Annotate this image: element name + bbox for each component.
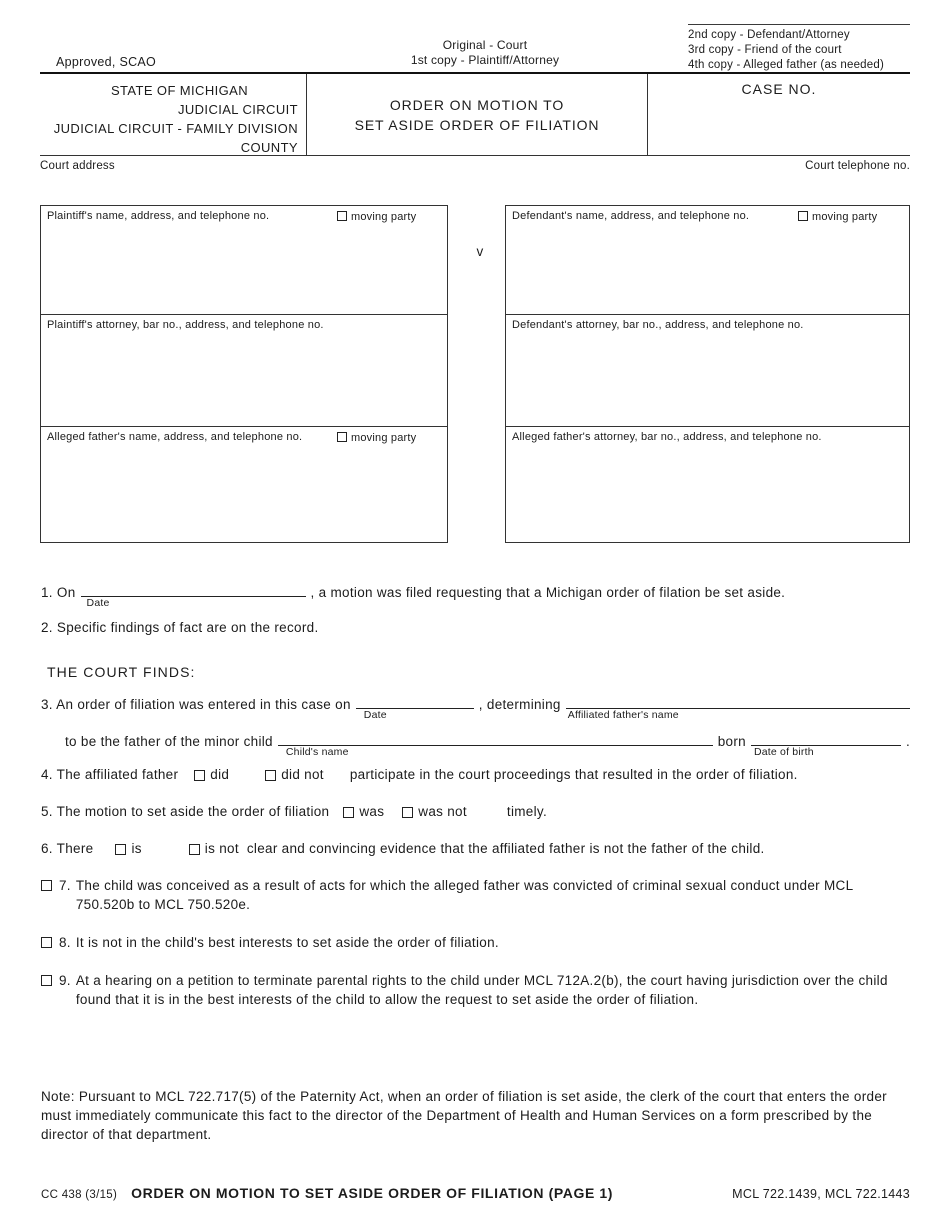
item-3-prefix: 3. An order of filiation was entered in this case on [41,697,351,712]
copy-line: 1st copy - Plaintiff/Attorney [410,53,560,67]
moving-party-label: moving party [812,211,878,223]
moving-party-label: moving party [351,432,417,444]
affiliated-father-name-caption: Affiliated father's name [567,709,679,721]
child-name-caption: Child's name [285,746,349,758]
copy-line: Original - Court [442,38,528,52]
copy-line: 4th copy - Alleged father (as needed) [688,59,884,71]
item-2: 2. Specific findings of fact are on the record. [41,620,319,635]
is-checkbox[interactable] [115,844,126,855]
item-3-period: . [905,734,910,749]
item-6-suffix: clear and convincing evidence that the affiliated father is not the father of the child. [246,841,765,856]
versus-label: v [476,244,484,259]
plaintiff-label: Plaintiff's name, address, and telephone no. [47,210,270,222]
footer [41,1185,910,1201]
did-checkbox[interactable] [194,770,205,781]
affiliated-father-name-blank[interactable] [566,692,910,721]
item-7-checkbox[interactable] [41,880,52,891]
item-1-prefix: 1. On [41,585,76,600]
item-6 [41,841,910,856]
was-label: was [359,804,385,819]
defendant-attorney-label: Defendant's attorney, bar no., address, and telephone no. [512,319,804,331]
form-title-block [306,74,648,155]
defendant-moving-checkbox[interactable] [798,211,808,221]
item-7 [41,877,910,914]
item-9-checkbox[interactable] [41,975,52,986]
footer-form-title: ORDER ON MOTION TO SET ASIDE ORDER OF FILIATION (PAGE 1) [131,1185,614,1201]
born-label: born [717,734,746,749]
item-8 [41,934,910,953]
was-option [343,804,384,819]
alleged-father-moving-party [337,432,416,444]
party-section [40,205,910,543]
item-9 [41,972,910,1009]
copy-distribution-center [350,38,620,68]
item-1 [41,580,910,609]
approved-scao-label: Approved, SCAO [56,55,157,69]
court-address-row [40,160,910,172]
was-not-option [402,804,467,819]
plaintiff-attorney-box[interactable] [40,314,448,427]
case-no-label: CASE NO. [741,81,817,97]
item-4-prefix: 4. The affiliated father [41,767,179,782]
plaintiff-moving-party [337,211,416,223]
item-5 [41,804,910,819]
form-title-line1: ORDER ON MOTION TO [389,96,565,113]
state-label: STATE OF MICHIGAN [110,83,248,98]
form-number: CC 438 (3/15) [41,1189,118,1201]
alleged-father-attorney-label: Alleged father's attorney, bar no., address, and telephone no. [512,431,822,443]
is-not-checkbox[interactable] [189,844,200,855]
defendant-moving-party [798,211,877,223]
item-5-suffix: timely. [506,804,548,819]
defendant-label: Defendant's name, address, and telephone no. [512,210,750,222]
was-not-checkbox[interactable] [402,807,413,818]
plaintiff-attorney-label: Plaintiff's attorney, bar no., address, and telephone no. [47,319,324,331]
item-7-text: The child was conceived as a result of acts for which the alleged father was convicted of criminal sexual conduct under MCL 750.520b to MCL 750.520e. [75,878,853,912]
item-8-text: It is not in the child's best interests to set aside the order of filiation. [75,935,499,950]
alleged-father-label: Alleged father's name, address, and telephone no. [47,431,303,443]
item-7-number: 7. [59,878,71,893]
did-option [194,767,229,782]
case-number-cell[interactable] [648,74,910,155]
item-6-prefix: 6. There [41,841,94,856]
is-option [115,841,141,856]
court-identification [40,74,306,155]
county-label: COUNTY [240,140,298,155]
mcl-references: MCL 722.1439, MCL 722.1443 [732,1187,910,1201]
child-name-blank[interactable] [278,729,713,758]
item-4-suffix: participate in the court proceedings that resulted in the order of filiation. [349,767,798,782]
item-4 [41,767,910,782]
moving-party-label: moving party [351,211,417,223]
note-paragraph: Note: Pursuant to MCL 722.717(5) of the Paternity Act, when an order of filiation is set aside, the clerk of the court that enters the order must immediately communicate this fact to the director of the Department of Health and Human Services on a form prescribed by the director of that department. [41,1089,887,1142]
was-not-label: was not [418,804,467,819]
date-of-birth-blank[interactable] [751,729,901,758]
form-title-line2: SET ASIDE ORDER OF FILIATION [354,116,600,133]
family-division-label: JUDICIAL CIRCUIT - FAMILY DIVISION [53,121,298,136]
copy-line: 2nd copy - Defendant/Attorney [688,29,850,41]
alleged-father-attorney-box[interactable] [505,426,910,543]
date-caption: Date [363,709,387,721]
court-finds-heading: THE COURT FINDS: [47,664,196,680]
copy-distribution-right [688,24,910,73]
did-not-option [265,767,324,782]
judicial-circuit-label: JUDICIAL CIRCUIT [177,102,298,117]
item-3-line2-prefix: to be the father of the minor child [65,734,273,749]
plaintiff-moving-checkbox[interactable] [337,211,347,221]
did-not-label: did not [281,767,324,782]
item-3-line1 [41,692,910,721]
court-telephone-label: Court telephone no. [805,160,910,172]
court-address-label: Court address [40,160,115,172]
item-8-checkbox[interactable] [41,937,52,948]
date-of-birth-caption: Date of birth [753,746,814,758]
caption-table [40,72,910,156]
did-not-checkbox[interactable] [265,770,276,781]
was-checkbox[interactable] [343,807,354,818]
item-3-line2 [41,729,910,758]
is-not-option [189,841,239,856]
did-label: did [210,767,230,782]
copy-line: 3rd copy - Friend of the court [688,44,842,56]
alleged-father-box[interactable] [40,426,448,543]
plaintiff-box[interactable] [40,205,448,315]
alleged-father-moving-checkbox[interactable] [337,432,347,442]
item-9-number: 9. [59,973,71,988]
is-not-label: is not [204,841,239,856]
item-1-suffix: , a motion was filed requesting that a Michigan order of filation be set aside. [310,585,786,600]
item-3-determining: , determining [478,697,561,712]
is-label: is [131,841,142,856]
filiation-date-blank[interactable] [356,692,474,721]
defendant-attorney-box[interactable] [505,314,910,427]
item-9-text: At a hearing on a petition to terminate parental rights to the child under MCL 712A.2(b), the court having jurisdiction over the child found that it is in the best interests of the child to allow the request to set aside the order of filiation. [75,973,888,1007]
motion-date-blank[interactable] [81,580,306,609]
item-5-prefix: 5. The motion to set aside the order of filiation [41,804,330,819]
date-caption: Date [86,597,110,609]
defendant-box[interactable] [505,205,910,315]
item-8-number: 8. [59,935,71,950]
